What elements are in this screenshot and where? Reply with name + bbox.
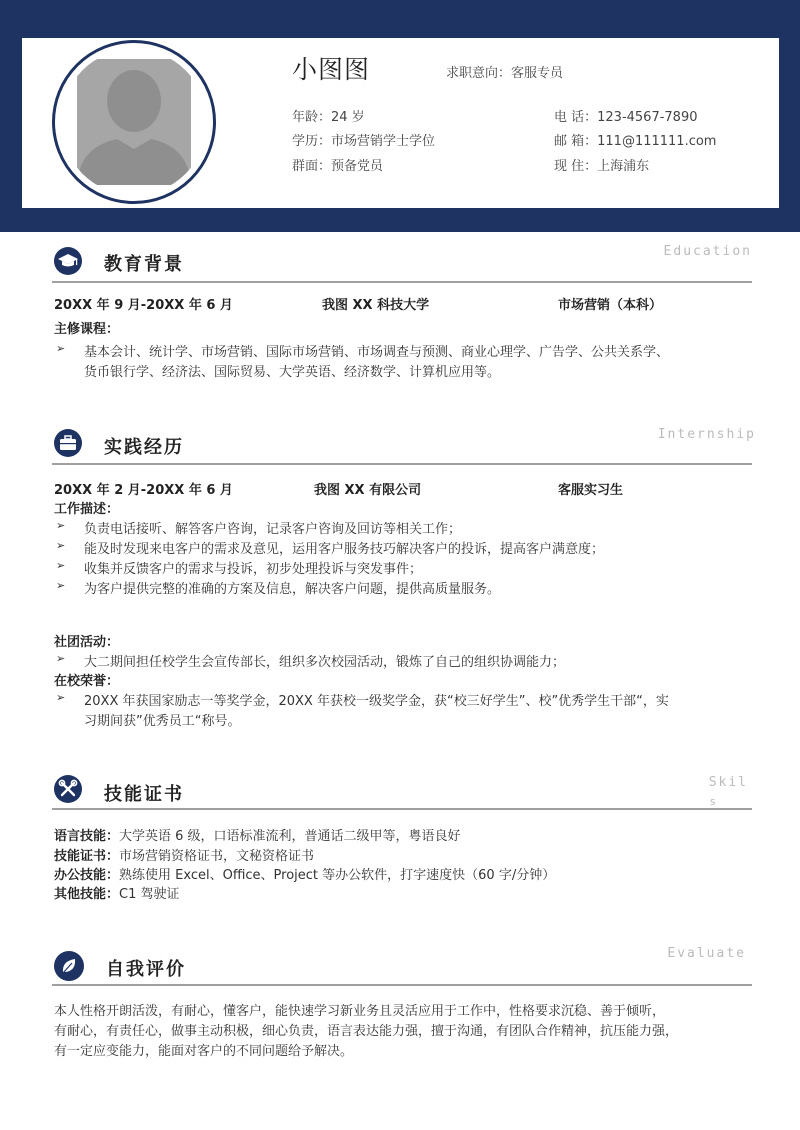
bullet-icon: ➢ bbox=[56, 519, 66, 532]
courses-label: 主修课程： bbox=[54, 322, 120, 337]
divider bbox=[52, 463, 752, 465]
bullet-icon: ➢ bbox=[56, 579, 66, 592]
evaluate-line: 本人性格开朗活泼，有耐心，懂客户，能快速学习新业务且灵活应用于工作中，性格要求沉稳、善于倾听， bbox=[54, 1004, 666, 1019]
internship-company: 我图 XX 有限公司 bbox=[314, 483, 422, 498]
address: 现 住：上海浦东 bbox=[554, 159, 650, 174]
honor-line: 习期间获”优秀员工“称号。 bbox=[84, 714, 241, 729]
briefcase-icon bbox=[54, 429, 82, 457]
bullet-icon: ➢ bbox=[56, 342, 66, 355]
section-title-evaluate: 自我评价 bbox=[106, 959, 186, 980]
section-en-skills: Skil bbox=[708, 775, 748, 790]
duty-item: 能及时发现来电客户的需求及意见，运用客户服务技巧解决客户的投诉，提高客户满意度； bbox=[84, 542, 605, 557]
job-intent: 求职意向：客服专员 bbox=[446, 66, 564, 81]
bullet-icon: ➢ bbox=[56, 539, 66, 552]
divider bbox=[52, 281, 752, 283]
section-en-internship: Internship bbox=[657, 427, 756, 442]
evaluate-line: 有一定应变能力，能面对客户的不同问题给予解决。 bbox=[54, 1044, 354, 1059]
internship-period: 20XX 年 2 月-20XX 年 6 月 bbox=[54, 483, 233, 498]
section-title-internship: 实践经历 bbox=[104, 437, 184, 458]
section-en-skills-wrap: s bbox=[709, 795, 718, 808]
section-en-education: Education bbox=[663, 244, 752, 259]
duty-item: 收集并反馈客户的需求与投诉，初步处理投诉与突发事件； bbox=[84, 562, 423, 577]
phone: 电 话：123-4567-7890 bbox=[554, 110, 698, 125]
evaluate-line: 有耐心，有责任心，做事主动积极，细心负责，语言表达能力强，擅于沟通，有团队合作精神，抗压能力强， bbox=[54, 1024, 679, 1039]
duty-item: 为客户提供完整的准确的方案及信息，解决客户问题，提供高质量服务。 bbox=[84, 582, 501, 597]
tools-icon bbox=[54, 775, 82, 803]
courses-line: 货币银行学、经济法、国际贸易、大学英语、经济数学、计算机应用等。 bbox=[84, 365, 501, 380]
email: 邮 箱：111@111111.com bbox=[554, 134, 717, 149]
education-major: 市场营销（本科） bbox=[558, 298, 663, 313]
divider bbox=[52, 984, 752, 986]
section-title-skills: 技能证书 bbox=[104, 784, 184, 805]
skill-row: 语言技能：大学英语 6 级，口语标准流利，普通话二级甲等，粤语良好 bbox=[54, 829, 461, 844]
political-status: 群面：预备党员 bbox=[292, 159, 384, 174]
bullet-icon: ➢ bbox=[56, 652, 66, 665]
section-en-evaluate: Evaluate bbox=[667, 946, 746, 961]
graduation-cap-icon bbox=[54, 247, 82, 275]
divider bbox=[52, 808, 752, 810]
bullet-icon: ➢ bbox=[56, 559, 66, 572]
skill-row: 办公技能：熟练使用 Excel、Office、Project 等办公软件，打字速度快（60 字/分钟） bbox=[54, 868, 556, 883]
section-title-education: 教育背景 bbox=[104, 254, 184, 275]
education-school: 我图 XX 科技大学 bbox=[322, 298, 430, 313]
candidate-name: 小图图 bbox=[292, 55, 371, 84]
internship-role: 客服实习生 bbox=[558, 483, 624, 498]
skill-row: 其他技能：C1 驾驶证 bbox=[54, 887, 180, 902]
education-degree: 学历：市场营销学士学位 bbox=[292, 134, 436, 149]
bullet-icon: ➢ bbox=[56, 691, 66, 704]
honor-label: 在校荣誉： bbox=[54, 674, 120, 689]
leaf-icon bbox=[54, 951, 84, 981]
skill-row: 技能证书：市场营销资格证书，文秘资格证书 bbox=[54, 849, 315, 864]
honor-line: 20XX 年获国家励志一等奖学金，20XX 年获校一级奖学金，获“校三好学生”、校”优秀学生干部“，实 bbox=[84, 694, 669, 709]
education-period: 20XX 年 9 月-20XX 年 6 月 bbox=[54, 298, 233, 313]
courses-line: 基本会计、统计学、市场营销、国际市场营销、市场调查与预测、商业心理学、广告学、公共关系学、 bbox=[84, 345, 670, 360]
club-item: 大二期间担任校学生会宣传部长，组织多次校园活动，锻炼了自己的组织协调能力； bbox=[84, 655, 566, 670]
avatar bbox=[52, 40, 216, 204]
duty-item: 负责电话接听、解答客户咨询，记录客户咨询及回访等相关工作； bbox=[84, 522, 462, 537]
age: 年龄：24 岁 bbox=[292, 110, 365, 125]
profile-card bbox=[22, 38, 779, 208]
club-label: 社团活动： bbox=[54, 635, 120, 650]
person-silhouette-icon bbox=[61, 49, 207, 195]
duty-label: 工作描述： bbox=[54, 502, 120, 517]
